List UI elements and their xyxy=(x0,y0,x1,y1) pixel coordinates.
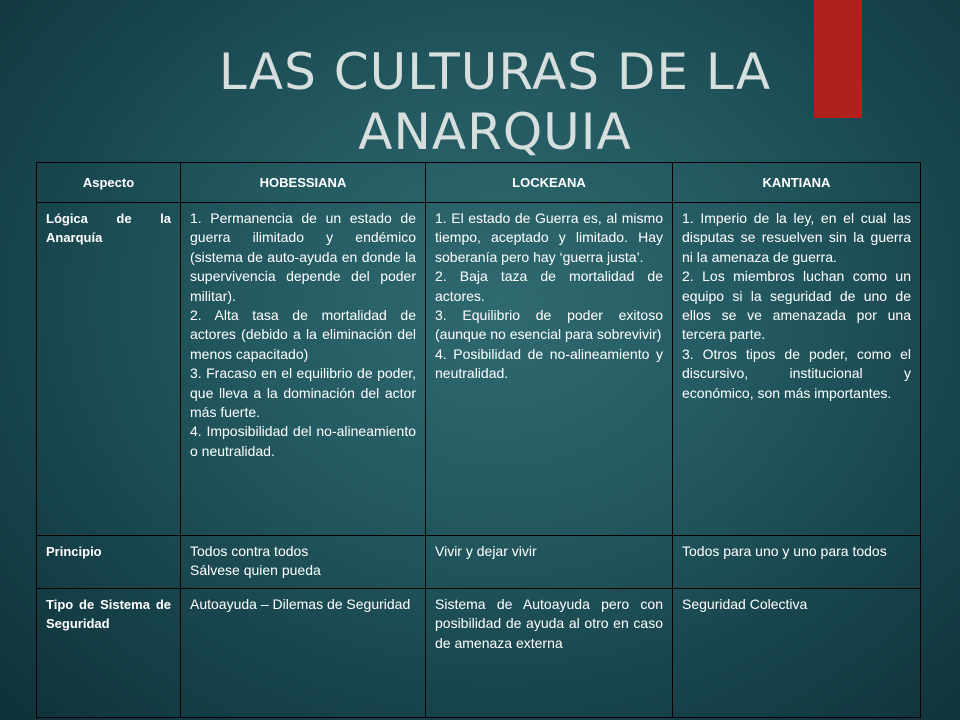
cell-kantiana-tipo xyxy=(673,589,921,718)
title-line-1: LAS CULTURAS DE LA xyxy=(218,43,772,101)
cell-item: Todos contra todos xyxy=(190,543,309,559)
cell-item: 4. Posibilidad de no-alineamiento y neutralidad. xyxy=(435,345,663,382)
cell-kantiana-principio xyxy=(673,536,921,589)
cell-item: Seguridad Colectiva xyxy=(682,596,808,612)
cell-item: Todos para uno y uno para todos xyxy=(682,543,887,559)
cell-hobbesiana-tipo xyxy=(181,589,426,718)
row-label-logica: Lógica de la Anarquía xyxy=(37,203,181,536)
cell-item: Sistema de Autoayuda pero con posibilidad de ayuda al otro en caso de amenaza externa xyxy=(435,596,663,651)
row-label-principio: Principio xyxy=(37,536,181,589)
cell-item: 3. Otros tipos de poder, como el discursivo, institucional y económico, son más importantes. xyxy=(682,345,911,401)
cell-lockeana-principio xyxy=(426,536,673,589)
cell-item: 1. Imperio de la ley, en el cual las disputas se resuelven sin la guerra ni la amenaza de guerra. xyxy=(682,210,911,265)
header-row xyxy=(37,163,921,203)
cell-lockeana-logica xyxy=(426,203,673,536)
header-hobbesiana: HOBESSIANA xyxy=(181,163,426,203)
cell-hobbesiana-principio xyxy=(181,536,426,589)
header-lockeana: LOCKEANA xyxy=(426,163,673,203)
cell-item: 2. Baja taza de mortalidad de actores. xyxy=(435,268,663,304)
comparison-table xyxy=(36,162,921,718)
cell-item: 3. Equilibrio de poder exitoso (aunque no esencial para sobrevivir) xyxy=(435,307,663,343)
header-kantiana: KANTIANA xyxy=(673,163,921,203)
cell-item: Autoayuda – Dilemas de Seguridad xyxy=(190,596,411,612)
title-line-2: ANARQUIA xyxy=(358,103,632,161)
cell-kantiana-logica xyxy=(673,203,921,536)
cell-lockeana-tipo xyxy=(426,589,673,718)
cell-hobbesiana-logica xyxy=(181,203,426,536)
table-row xyxy=(37,203,921,536)
table-row xyxy=(37,536,921,589)
cell-item: 4. Imposibilidad del no-alineamiento o neutralidad. xyxy=(190,423,416,459)
cell-item: 2. Alta tasa de mortalidad de actores (debido a la eliminación del menos capacitado) xyxy=(190,307,416,362)
cell-item: Vivir y dejar vivir xyxy=(435,543,537,559)
cell-item: 3. Fracaso en el equilibrio de poder, que lleva a la dominación del actor más fuerte. xyxy=(190,365,416,421)
red-accent-bar xyxy=(814,0,862,118)
cell-item: 1. El estado de Guerra es, al mismo tiempo, aceptado y limitado. Hay soberanía pero hay ‘guerra justa’. xyxy=(435,210,663,265)
cell-item: Sálvese quien pueda xyxy=(190,562,321,579)
slide-title xyxy=(205,42,785,162)
cell-item: 1. Permanencia de un estado de guerra ilimitado y endémico (sistema de auto-ayuda en donde la supervivencia depende del poder militar). xyxy=(190,210,416,304)
cell-item: 2. Los miembros luchan como un equipo si la seguridad de uno de ellos se ve amenazada por una tercera parte. xyxy=(682,268,911,343)
header-aspecto: Aspecto xyxy=(37,163,181,203)
row-label-tipo: Tipo de Sistema de Seguridad xyxy=(37,589,181,718)
table-row xyxy=(37,589,921,718)
